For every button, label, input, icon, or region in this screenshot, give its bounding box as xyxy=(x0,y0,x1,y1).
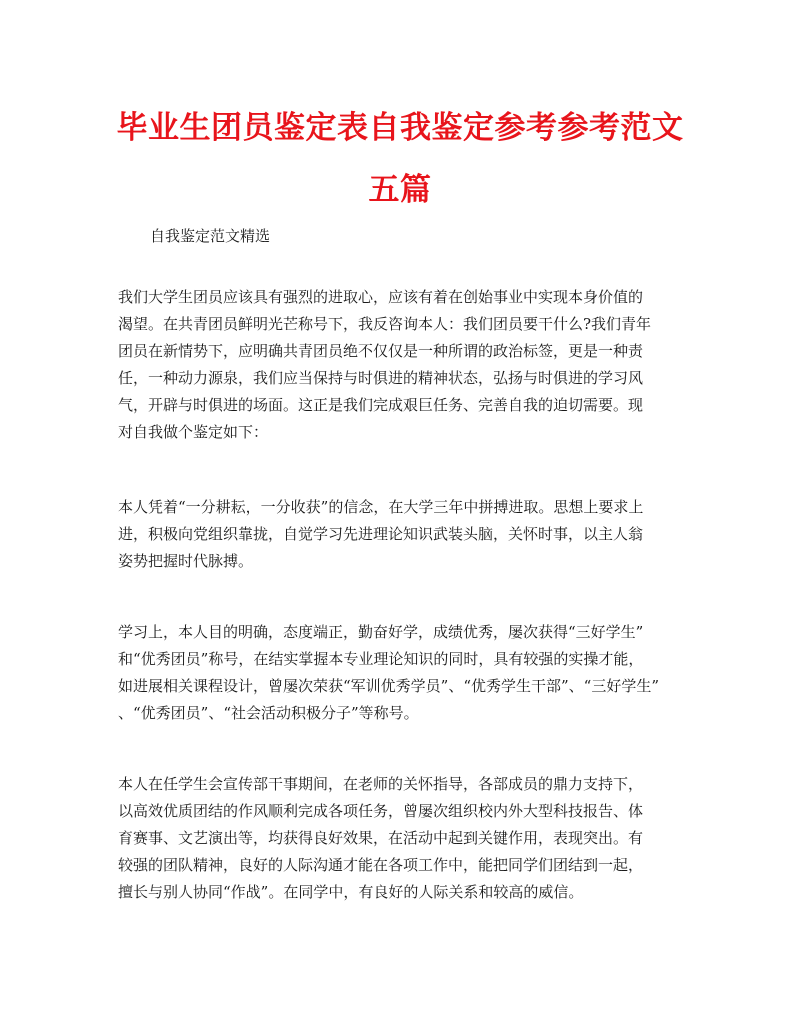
paragraph-line: 我们大学生团员应该具有强烈的进取心，应该有着在创始事业中实现本身价值的 xyxy=(118,288,644,306)
paragraph-study xyxy=(118,619,690,727)
paragraph-line: 如进展相关课程设计，曾屡次荣获“军训优秀学员”、“优秀学生干部”、“三好学生” xyxy=(118,677,660,695)
paragraph-line: 本人在任学生会宣传部干事期间，在老师的关怀指导，各部成员的鼎力支持下， xyxy=(118,775,644,793)
document-subtitle: 自我鉴定范文精选 xyxy=(150,227,271,245)
paragraph-line: 擅长与别人协同“作战”。在同学中，有良好的人际关系和较高的威信。 xyxy=(118,883,584,901)
paragraph-line: 本人凭着“一分耕耘，一分收获”的信念，在大学三年中拼搏进取。思想上要求上 xyxy=(118,498,644,516)
paragraph-ideology xyxy=(118,494,690,575)
paragraph-line: 渴望。在共青团员鲜明光芒称号下，我反咨询本人：我们团员要干什么?我们青年 xyxy=(118,315,652,333)
paragraph-line: 较强的团队精神，良好的人际沟通才能在各项工作中，能把同学们团结到一起， xyxy=(118,856,644,874)
paragraph-line: 以高效优质团结的作风顺利完成各项任务，曾屡次组织校内外大型科技报告、体 xyxy=(118,802,644,820)
document-title-line-1: 毕业生团员鉴定表自我鉴定参考参考范文 xyxy=(116,110,684,146)
paragraph-student-union xyxy=(118,771,690,906)
paragraph-line: 气，开辟与时俱进的场面。这正是我们完成艰巨任务、完善自我的迫切需要。现 xyxy=(118,396,644,414)
paragraph-line: 进，积极向党组织靠拢，自觉学习先进理论知识武装头脑，关怀时事，以主人翁 xyxy=(118,525,644,543)
document-title-line-2: 五篇 xyxy=(368,172,432,208)
paragraph-line: 对自我做个鉴定如下： xyxy=(118,423,269,441)
paragraph-line: 姿势把握时代脉搏。 xyxy=(118,552,254,570)
paragraph-line: 、“优秀团员”、“社会活动积极分子”等称号。 xyxy=(118,704,419,722)
paragraph-intro xyxy=(118,284,690,446)
paragraph-line: 育赛事、文艺演出等，均获得良好效果，在活动中起到关键作用，表现突出。有 xyxy=(118,829,644,847)
paragraph-line: 团员在新情势下，应明确共青团员绝不仅仅是一种所谓的政治标签，更是一种责 xyxy=(118,342,644,360)
paragraph-line: 任，一种动力源泉，我们应当保持与时俱进的精神状态，弘扬与时俱进的学习风 xyxy=(118,369,644,387)
paragraph-line: 和“优秀团员”称号，在结实掌握本专业理论知识的同时，具有较强的实操才能， xyxy=(118,650,644,668)
paragraph-line: 学习上，本人目的明确，态度端正，勤奋好学，成绩优秀，屡次获得“三好学生” xyxy=(118,623,644,641)
